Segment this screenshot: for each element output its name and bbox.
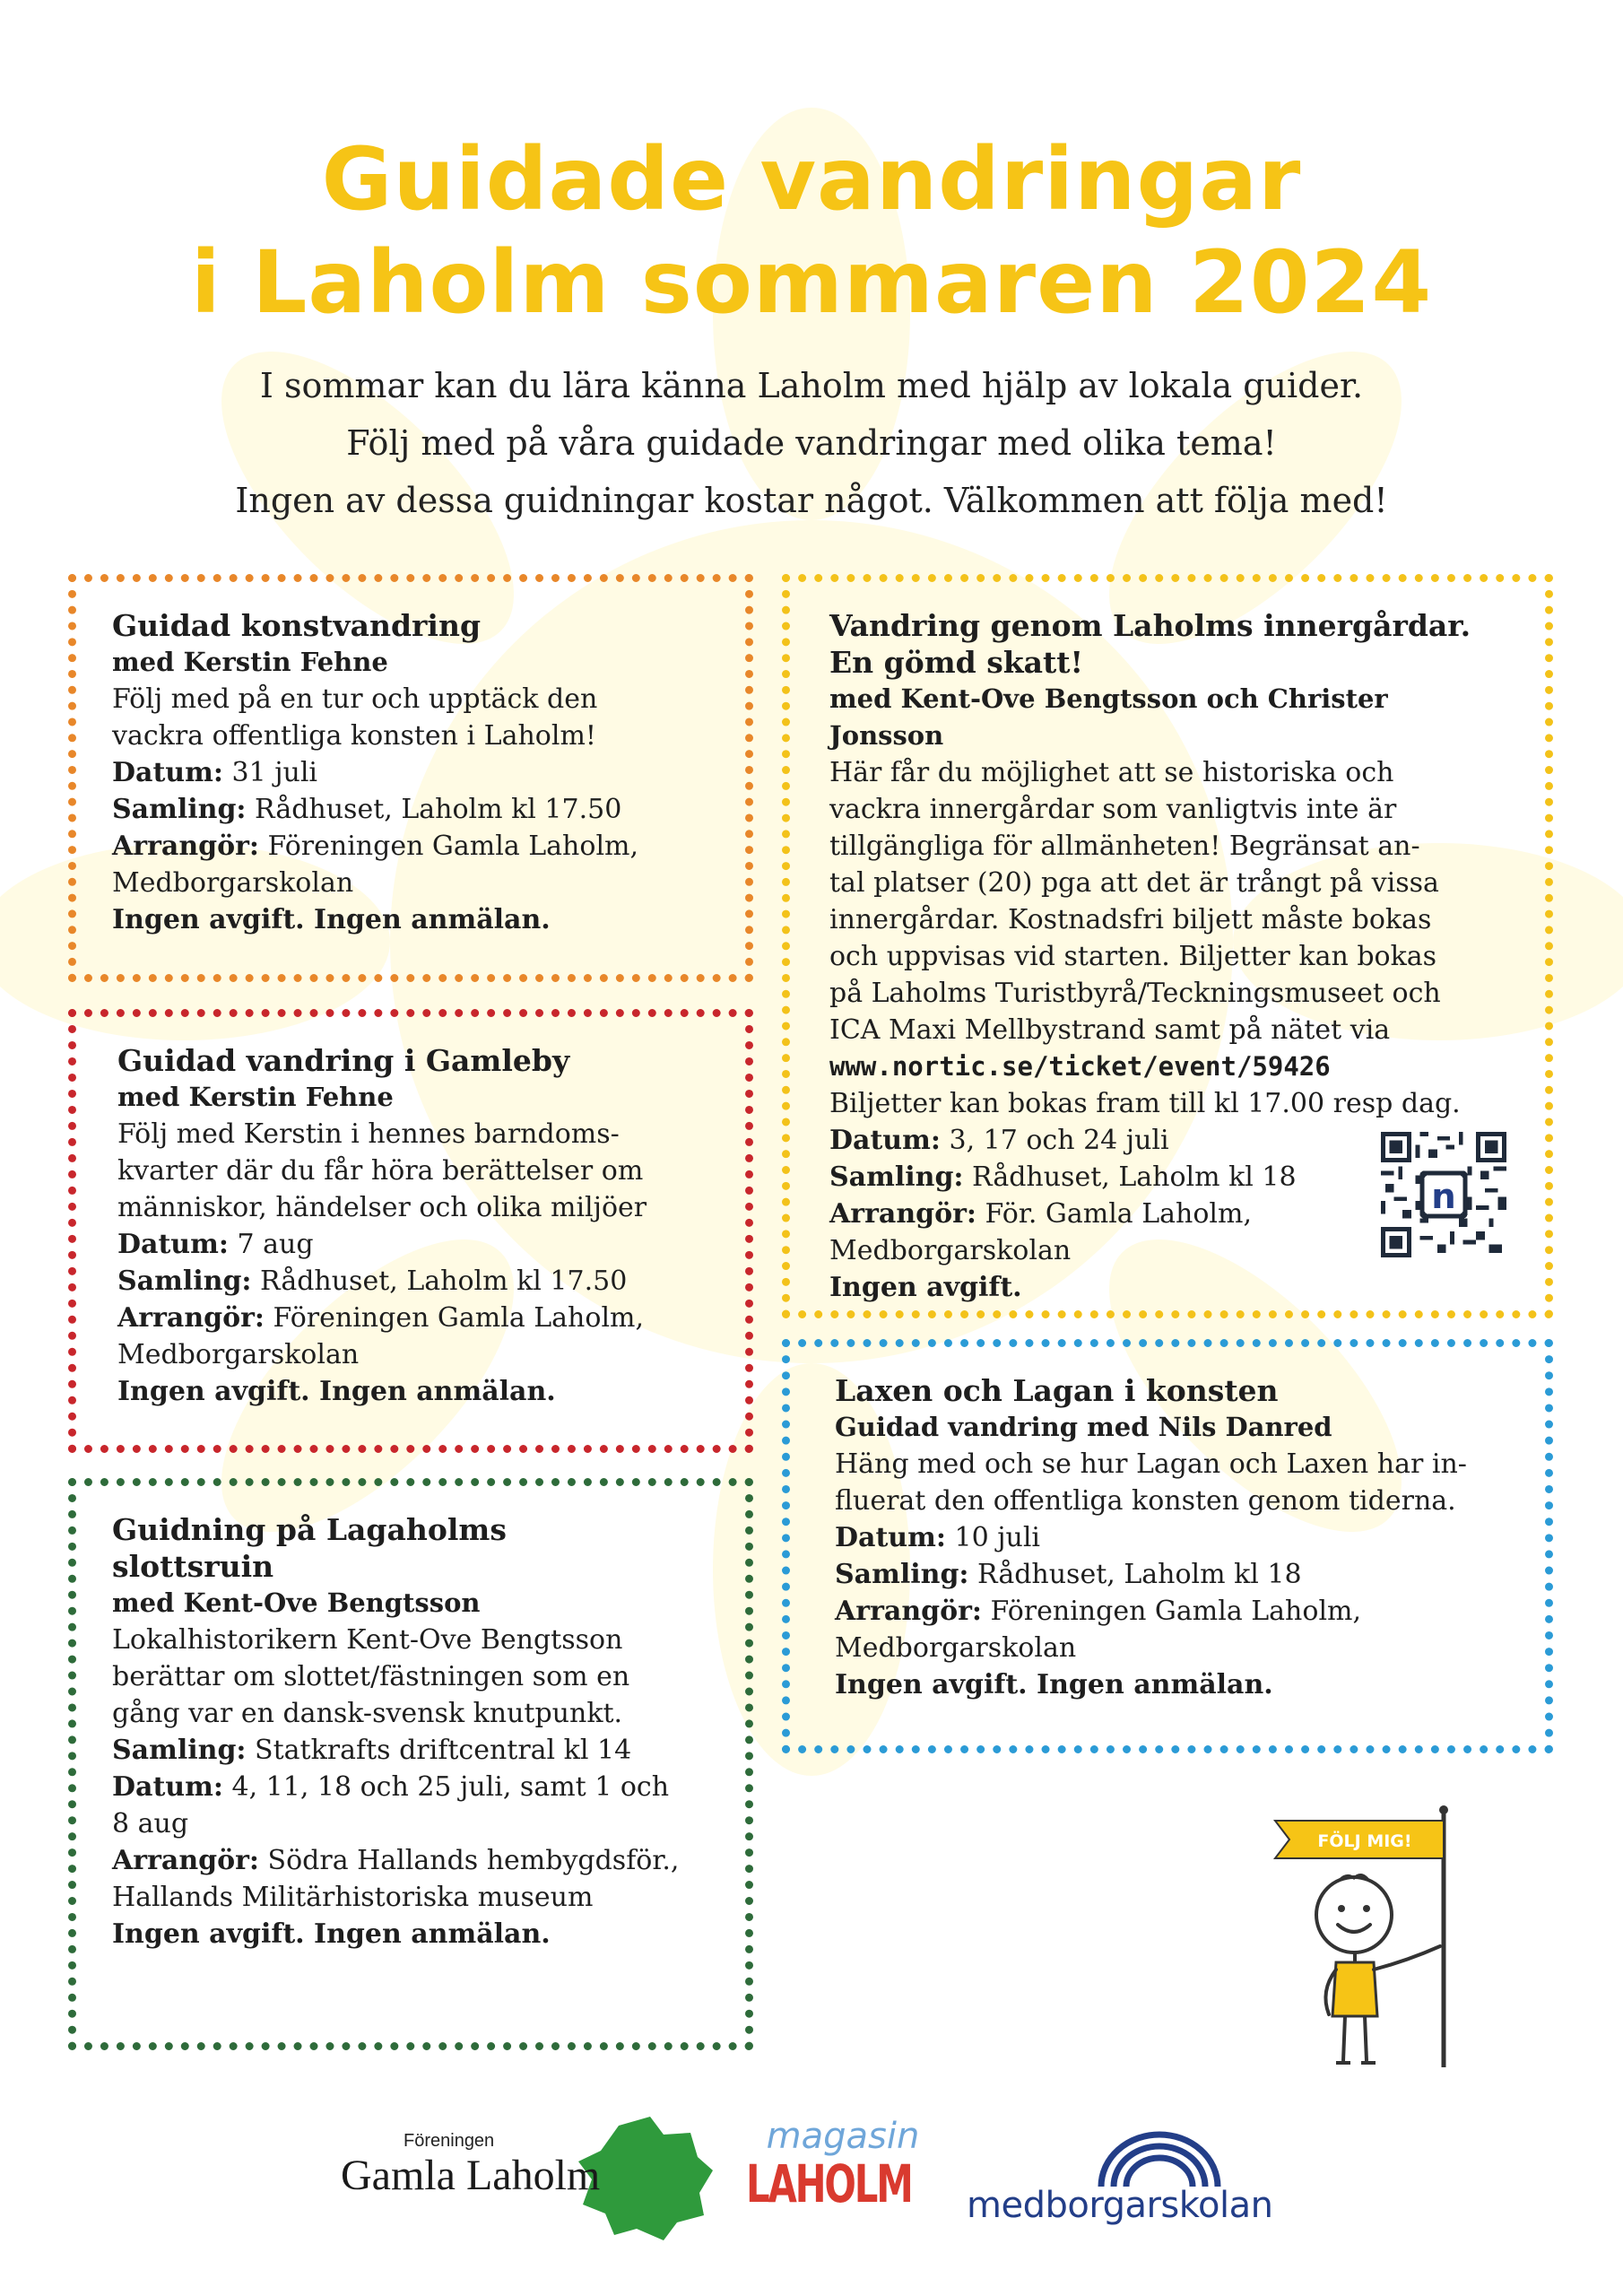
logo-medborgarskolan-text: medborgarskolan: [967, 2185, 1273, 2226]
logo-medborgarskolan: [967, 2124, 1325, 2249]
event-description-line: Följ med Kerstin i hennes barndoms-: [117, 1118, 620, 1150]
mascot-figure-icon: [1264, 1803, 1480, 2072]
event-card-gamleby: [68, 1009, 753, 1453]
event-title-line-2: slottsruin: [112, 1549, 274, 1584]
event-description-line: Häng med och se hur Lagan och Laxen har in-: [835, 1448, 1467, 1480]
logo-small-text: Föreningen: [404, 2131, 495, 2151]
event-organizer-line-2: Hallands Militärhistoriska museum: [112, 1882, 594, 1913]
event-organizer-line-2: Medborgarskolan: [112, 867, 354, 899]
event-guide: med Kent-Ove Bengtsson: [112, 1587, 481, 1618]
logo-gamla-laholm: [341, 2108, 717, 2242]
event-organizer: Arrangör: Södra Hallands hembygdsför.,: [112, 1845, 680, 1876]
intro-text: [0, 357, 1623, 529]
ticket-link[interactable]: www.nortic.se/ticket/event/59426: [829, 1051, 1331, 1082]
event-description-line: gång var en dansk-svensk knutpunkt.: [112, 1698, 623, 1729]
event-card-laxen: [782, 1339, 1553, 1753]
event-date: Datum: 3, 17 och 24 juli: [829, 1125, 1169, 1156]
event-title: Guidad konstvandring: [112, 608, 482, 643]
event-description-line: Följ med på en tur och upptäck den: [112, 683, 598, 715]
logo-magasin-laholm: [746, 2117, 925, 2242]
event-fee: Ingen avgift.: [829, 1272, 1022, 1303]
intro-line: I sommar kan du lära känna Laholm med hjälp av lokala guider.: [259, 366, 1364, 405]
event-description-line: tal platser (20) pga att det är trångt på vissa: [829, 867, 1439, 899]
event-fee: Ingen avgift. Ingen anmälan.: [117, 1376, 556, 1407]
event-date: Datum: 4, 11, 18 och 25 juli, samt 1 och: [112, 1771, 670, 1803]
event-fee: Ingen avgift. Ingen anmälan.: [835, 1669, 1273, 1700]
event-title: Vandring genom Laholms innergårdar.: [829, 608, 1471, 643]
logo-big-text: Gamla Laholm: [341, 2152, 601, 2199]
event-booking-note: Biljetter kan bokas fram till kl 17.00 resp dag.: [829, 1088, 1461, 1119]
event-organizer: Arrangör: Föreningen Gamla Laholm,: [117, 1302, 645, 1334]
event-guide: med Kent-Ove Bengtsson och Christer Jonsson: [829, 683, 1388, 751]
event-organizer: Arrangör: För. Gamla Laholm,: [829, 1198, 1252, 1230]
event-guide: med Kerstin Fehne: [112, 647, 388, 677]
event-description-line: Lokalhistorikern Kent-Ove Bengtsson: [112, 1624, 623, 1656]
intro-line: Följ med på våra guidade vandringar med olika tema!: [346, 423, 1277, 463]
event-meeting-point: Samling: Statkrafts driftcentral kl 14: [112, 1735, 632, 1766]
event-date: Datum: 31 juli: [112, 757, 318, 788]
event-description-line: Här får du möjlighet att se historiska och: [829, 757, 1394, 788]
event-meeting-point: Samling: Rådhuset, Laholm kl 17.50: [117, 1265, 628, 1297]
event-description-line: berättar om slottet/fästningen som en: [112, 1661, 630, 1692]
event-card-konstvandring: [68, 574, 753, 982]
event-guide: med Kerstin Fehne: [117, 1082, 394, 1112]
event-title: Guidad vandring i Gamleby: [117, 1043, 570, 1078]
intro-line: Ingen av dessa guidningar kostar något. Välkommen att följa med!: [235, 481, 1388, 520]
event-title: Guidning på Lagaholms: [112, 1512, 507, 1547]
event-description-line: tillgängliga för allmänheten! Begränsat an-: [829, 831, 1420, 862]
qr-center-letter: n: [1431, 1176, 1456, 1217]
event-description-line: fluerat den offentliga konsten genom tiderna.: [835, 1485, 1456, 1517]
qr-code-icon[interactable]: [1381, 1132, 1506, 1257]
event-title: Laxen och Lagan i konsten: [835, 1373, 1279, 1408]
event-description-line: innergårdar. Kostnadsfri biljett måste bokas: [829, 904, 1432, 935]
logo-magasin-text: magasin: [766, 2116, 920, 2157]
event-organizer-line-2: Medborgarskolan: [117, 1339, 360, 1370]
event-description-line: på Laholms Turistbyrå/Teckningsmuseet och: [829, 978, 1441, 1009]
event-fee: Ingen avgift. Ingen anmälan.: [112, 1918, 551, 1950]
event-organizer: Arrangör: Föreningen Gamla Laholm,: [835, 1596, 1362, 1627]
event-organizer-line-2: Medborgarskolan: [835, 1632, 1077, 1664]
event-meeting-point: Samling: Rådhuset, Laholm kl 17.50: [112, 794, 622, 825]
event-meeting-point: Samling: Rådhuset, Laholm kl 18: [829, 1161, 1297, 1193]
page-title-line-1: Guidade vandringar: [321, 129, 1302, 230]
event-date: Datum: 7 aug: [117, 1229, 314, 1260]
event-description-line: och uppvisas vid starten. Biljetter kan bokas: [829, 941, 1437, 972]
event-organizer: Arrangör: Föreningen Gamla Laholm,: [112, 831, 639, 862]
event-description-line: vackra offentliga konsten i Laholm!: [112, 720, 596, 752]
flag-label: FÖLJ MIG!: [1317, 1831, 1412, 1851]
event-meeting-point: Samling: Rådhuset, Laholm kl 18: [835, 1559, 1302, 1590]
event-description-line: ICA Maxi Mellbystrand samt på nätet via: [829, 1014, 1391, 1046]
event-title-line-2: En gömd skatt!: [829, 645, 1083, 680]
event-card-slottsruin: [68, 1478, 753, 2050]
page-title-line-2: i Laholm sommaren 2024: [190, 232, 1433, 333]
event-date-line-2: 8 aug: [112, 1808, 189, 1839]
event-guide: Guidad vandring med Nils Danred: [835, 1412, 1332, 1442]
logo-laholm-text: LAHOLM: [746, 2153, 912, 2214]
event-date: Datum: 10 juli: [835, 1522, 1041, 1553]
event-organizer-line-2: Medborgarskolan: [829, 1235, 1072, 1266]
event-fee: Ingen avgift. Ingen anmälan.: [112, 904, 551, 935]
event-description-line: kvarter där du får höra berättelser om: [117, 1155, 644, 1187]
event-description-line: människor, händelser och olika miljöer: [117, 1192, 647, 1223]
event-description-line: vackra innergårdar som vanligtvis inte är: [829, 794, 1397, 825]
